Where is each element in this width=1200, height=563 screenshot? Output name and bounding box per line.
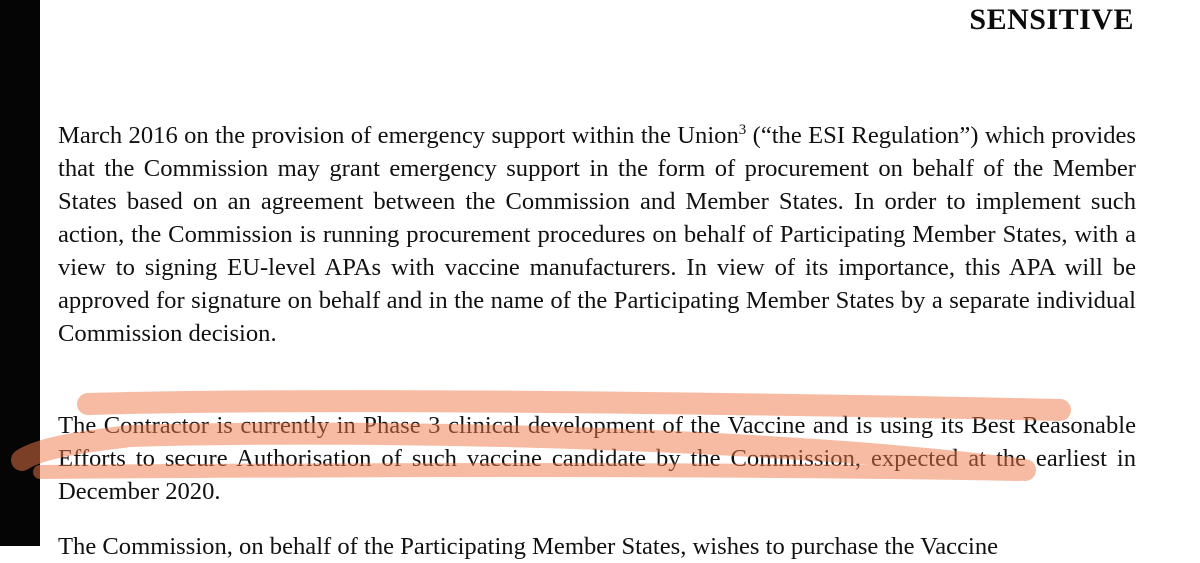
paragraph-text-start: March 2016 on the provision of emergency support within the Union xyxy=(58,122,739,149)
footnote-reference: 3 xyxy=(738,122,747,138)
paragraph-text-rest: (“the ESI Regulation”) which provides that the Commission may grant emergency support in the form of procurement on behalf of the Member States based on an agreement between the Commission and Member States. In order to implement such action, the Commission is running procurement procedures on behalf of Participating Member States, with a view to signing EU-level APAs with vaccine manufacturers. In view of its importance, this APA will be approved for signature on behalf and in the name of the Participating Member States by a separate individual Commission decision. xyxy=(58,122,1136,347)
paragraph-contractor-status: The Contractor is currently in Phase 3 clinical development of the Vaccine and is using its Best Reasonable Efforts to secure Authorisation of such vaccine candidate by the Commission, expected at the earliest in December 2020. xyxy=(58,412,1136,505)
paragraph-cut-off: The Commission, on behalf of the Participating Member States, wishes to purchase the Vaccine xyxy=(58,533,999,560)
paragraph-esi-regulation xyxy=(58,119,1136,350)
classification-marking: SENSITIVE xyxy=(969,3,1134,36)
document-page xyxy=(40,0,1200,560)
dark-left-margin xyxy=(0,0,40,546)
